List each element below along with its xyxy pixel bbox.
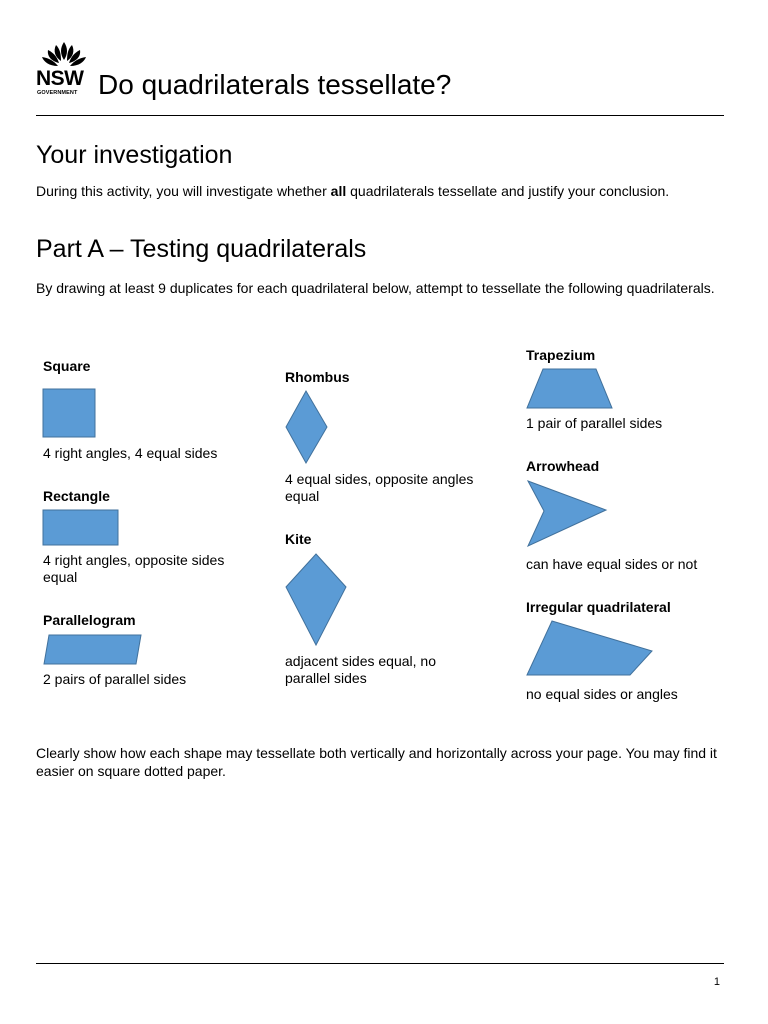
square-description: 4 right angles, 4 equal sides xyxy=(43,445,218,461)
investigation-heading: Your investigation xyxy=(36,141,233,169)
header-divider xyxy=(36,115,724,116)
kite-description: adjacent sides equal, no parallel sides xyxy=(285,653,436,686)
part-a-heading: Part A – Testing quadrilaterals xyxy=(36,235,367,263)
footer-divider xyxy=(36,963,724,964)
rhombus-description: 4 equal sides, opposite angles equal xyxy=(285,471,474,504)
parallelogram-shape xyxy=(43,634,143,666)
rhombus-label: Rhombus xyxy=(285,369,350,385)
irregular-quadrilateral-shape xyxy=(526,620,656,678)
nsw-government-logo xyxy=(36,40,92,98)
investigation-text: During this activity, you will investigate whether all quadrilaterals tessellate and justify your conclusion. xyxy=(36,183,670,199)
parallelogram-label: Parallelogram xyxy=(43,612,136,628)
kite-label: Kite xyxy=(285,531,312,547)
waratah-flower-icon xyxy=(36,40,92,70)
trapezium-label: Trapezium xyxy=(526,347,596,363)
logo-subtitle: GOVERNMENT xyxy=(37,90,78,96)
closing-instructions: Clearly show how each shape may tessellate both vertically and horizontally across your page. You may find it easier on square dotted paper. xyxy=(36,745,717,779)
logo-wordmark: NSW xyxy=(36,67,84,90)
irregular-quadrilateral-label: Irregular quadrilateral xyxy=(526,599,671,615)
parallelogram-description: 2 pairs of parallel sides xyxy=(43,671,187,687)
arrowhead-description: can have equal sides or not xyxy=(526,556,698,572)
trapezium-description: 1 pair of parallel sides xyxy=(526,415,663,431)
irregular-quadrilateral-description: no equal sides or angles xyxy=(526,686,678,702)
page-number: 1 xyxy=(713,976,720,988)
kite-shape xyxy=(285,553,348,647)
square-shape xyxy=(42,388,96,438)
page-title: Do quadrilaterals tessellate? xyxy=(98,69,452,100)
part-a-intro: By drawing at least 9 duplicates for each quadrilateral below, attempt to tessellate the following quadrilaterals. xyxy=(36,280,715,296)
arrowhead-label: Arrowhead xyxy=(526,458,600,474)
rectangle-description: 4 right angles, opposite sides equal xyxy=(43,552,225,585)
trapezium-shape xyxy=(526,368,614,410)
arrowhead-shape xyxy=(527,480,609,548)
rectangle-shape xyxy=(42,509,120,547)
square-label: Square xyxy=(43,358,91,374)
rectangle-label: Rectangle xyxy=(43,488,110,504)
rhombus-shape xyxy=(285,390,328,464)
